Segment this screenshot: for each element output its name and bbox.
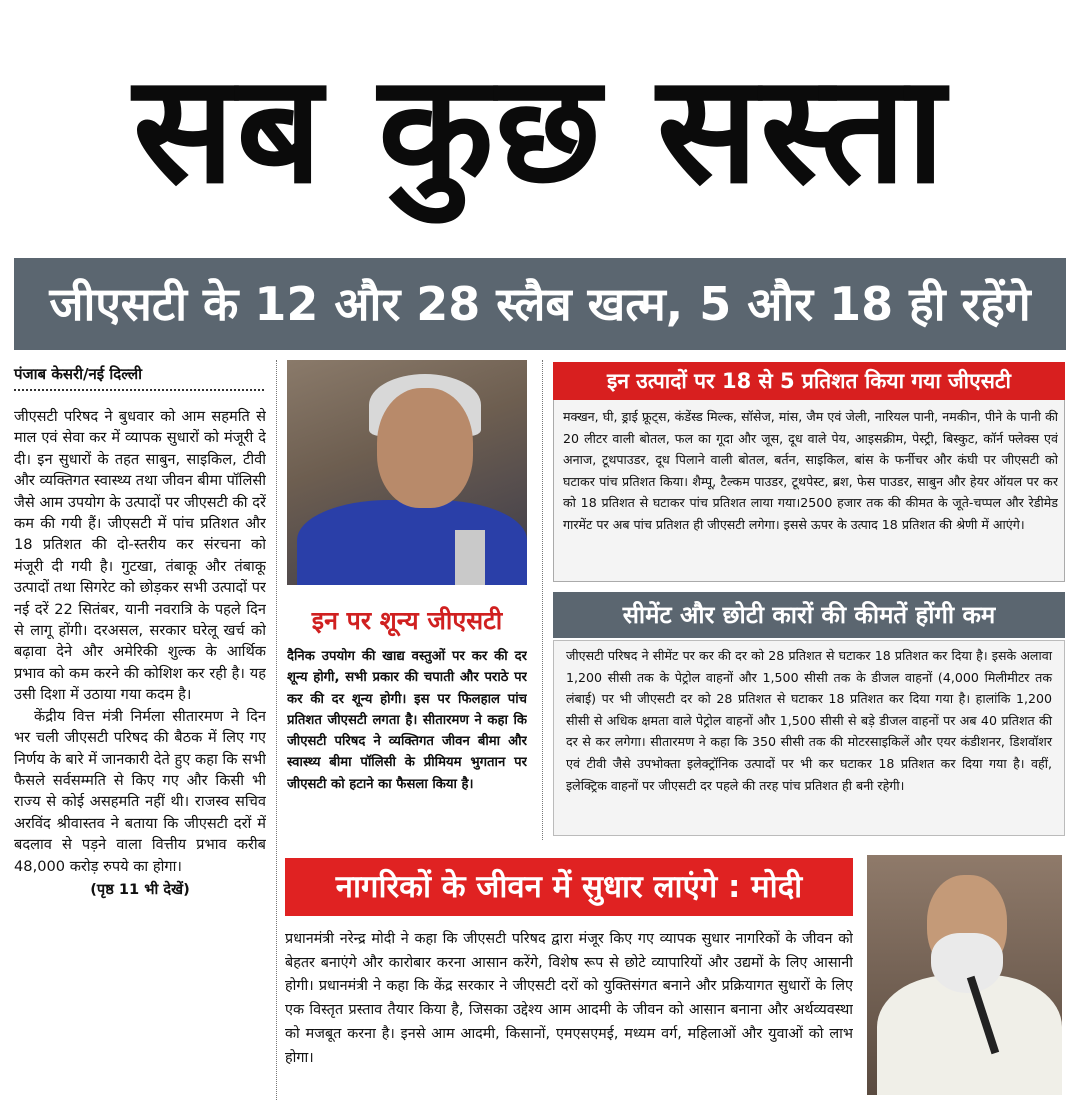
finance-minister-photo xyxy=(287,360,527,585)
gst-18-to-5-text: मक्खन, घी, ड्राई फ्रूट्स, कंडेंस्ड मिल्क, सॉसेज, मांस, जैम एवं जेली, नारियल पानी, नमकीन, पीने के पानी की 20 लीटर वाली बोतल, फल का गूदा और जूस, दूध वाले पेय, आइसक्रीम, पेस्ट्री, बिस्कुट, कॉर्न फ्लेक्स एवं अनाज, टूथपाउडर, दूध पिलाने वाली बोतल, बर्तन, साइकिल, बांस के फर्नीचर और कंघी पर जीएसटी को घटाकर पांच प्रतिशत किया। शैम्पू, टैल्कम पाउडर, टूथपेस्ट, ब्रश, फेस पाउडर, साबुन और हेयर ऑयल पर कर को 18 प्रतिशत से घटाकर पांच प्रतिशत लाया गया।2500 हजार तक की कीमत के जूते-चप्पल और रेडीमेड गारमेंट पर अब पांच प्रतिशत ही जीएसटी लगेगा। इससे ऊपर के उत्पाद 18 प्रतिशत की श्रेणी में आएंगे। xyxy=(563,409,1058,532)
cement-cars-heading: सीमेंट और छोटी कारों की कीमतें होंगी कम xyxy=(553,592,1065,638)
zero-gst-heading: इन पर शून्य जीएसटी xyxy=(311,606,503,635)
photo-figure-face xyxy=(377,388,473,508)
photo-figure-clothing xyxy=(297,500,527,585)
main-article-paragraph-2: केंद्रीय वित्त मंत्री निर्मला सीतारमण ने दिन भर चली जीएसटी परिषद की बैठक में लिए गए निर्णय के बारे में जानकारी देते हुए कहा कि सभी फैसले सर्वसम्मति से किए गए और किसी भी राज्य से कोई असहमति नहीं थी। राजस्व सचिव अरविंद श्रीवास्तव ने बताया कि जीएसटी दरों में बदलाव से पड़ने वाला वित्तीय प्रभाव करीब 48,000 करोड़ रुपये का होगा। xyxy=(14,707,266,875)
prime-minister-photo xyxy=(867,855,1062,1095)
photo-figure-clothing xyxy=(877,975,1062,1095)
modi-article-text: प्रधानमंत्री नरेन्द्र मोदी ने कहा कि जीएसटी परिषद द्वारा मंजूर किए गए व्यापक सुधार नागरिकों के जीवन को बेहतर बनाएंगे और कारोबार करना आसान करेंगे, विशेष रूप से छोटे व्यापारियों और उद्यमों के लिए आसानी होगी। प्रधानमंत्री ने कहा कि केंद्र सरकार ने जीएसटी दरों को युक्तिसंगत बनाने और प्रक्रियागत सुधारों के लिए एक विस्तृत प्रस्ताव तैयार किया है, जिसका उद्देश्य आम आदमी के जीवन को आसान बनाना और अर्थव्यवस्था को मजबूत करना है। इनसे आम आदमी, किसानों, एमएसएमई, मध्यम वर्ग, महिलाओं और युवाओं को लाभ होगा। xyxy=(285,931,853,1066)
continued-reference: (पृष्ठ 11 भी देखें) xyxy=(90,880,190,898)
main-article-column xyxy=(14,406,266,1098)
main-article-paragraph-1: जीएसटी परिषद ने बुधवार को आम सहमति से माल एवं सेवा कर में व्यापक सुधारों को मंजूरी दे दी। इन सुधारों के तहत साबुन, साइकिल, टीवी और व्यक्तिगत स्वास्थ्य तथा जीवन बीमा पॉलिसी जैसे आम उपयोग के उत्पादों पर जीएसटी की दरें कम की गयी हैं। जीएसटी में पांच प्रतिशत और 18 प्रतिशत की दो-स्तरीय कर संरचना को मंजूरी दी गयी है। गुटखा, तंबाकू और तंबाकू उत्पादों तथा सिगरेट को छोड़कर सभी उत्पादों पर नई दरें 22 सितंबर, यानी नवरात्रि के पहले दिन से लागू होंगी। दरअसल, सरकार घरेलू खर्च को बढ़ावा देने और अमेरिकी शुल्क के आर्थिक प्रभाव को कम करने की कोशिश कर रही है। यह उसी दिशा में उठाया गया कदम है। xyxy=(14,408,266,704)
modi-heading: नागरिकों के जीवन में सुधार लाएंगे : मोदी xyxy=(285,858,853,916)
column-divider xyxy=(276,360,277,1100)
sub-headline-banner: जीएसटी के 12 और 28 स्लैब खत्म, 5 और 18 ही रहेंगे xyxy=(14,258,1066,350)
page-headline: सब कुछ सस्ता xyxy=(133,43,947,217)
photo-figure-beard xyxy=(931,933,1003,993)
photo-bottles xyxy=(455,530,485,585)
gst-18-to-5-heading: इन उत्पादों पर 18 से 5 प्रतिशत किया गया जीएसटी xyxy=(553,362,1065,400)
byline-divider xyxy=(14,389,264,391)
cement-cars-text: जीएसटी परिषद ने सीमेंट पर कर की दर को 28 प्रतिशत से घटाकर 18 प्रतिशत कर दिया है। इसके अलावा 1,200 सीसी तक के पेट्रोल वाहनों और 1,500 सीसी तक के डीजल वाहनों (4,000 मिलीमीटर तक लंबाई) पर भी जीएसटी दर को 28 प्रतिशत से घटाकर 18 प्रतिशत कर दिया गया है। हालांकि 1,200 सीसी से अधिक क्षमता वाले पेट्रोल वाहनों और 1,500 सीसी से बड़े डीजल वाहनों पर अब 40 प्रतिशत की दर से कर लगेगा। सीतारमण ने कहा कि 350 सीसी तक की मोटरसाइकिलें और एयर कंडीशनर, डिशवॉशर एवं टीवी जैसे उपभोक्ता इलेक्ट्रॉनिक उत्पादों पर भी कर घटाकर 18 प्रतिशत कर दिया गया है। वहीं, इलेक्ट्रिक वाहनों पर जीएसटी दर पहले की तरह पांच प्रतिशत ही बनी रहेगी। xyxy=(553,640,1065,836)
zero-gst-text: दैनिक उपयोग की खाद्य वस्तुओं पर कर की दर शून्य होगी, सभी प्रकार की चपाती और पराठे पर कर की दर शून्य होगी। इस पर फिलहाल पांच प्रतिशत जीएसटी लगता है। सीतारमण ने कहा कि जीएसटी परिषद ने व्यक्तिगत जीवन बीमा और स्वास्थ्य बीमा पॉलिसी के प्रीमियम भुगतान पर जीएसटी को हटाने का फैसला किया है। xyxy=(287,649,527,792)
byline: पंजाब केसरी/नई दिल्ली xyxy=(14,365,143,383)
column-divider xyxy=(542,360,543,840)
